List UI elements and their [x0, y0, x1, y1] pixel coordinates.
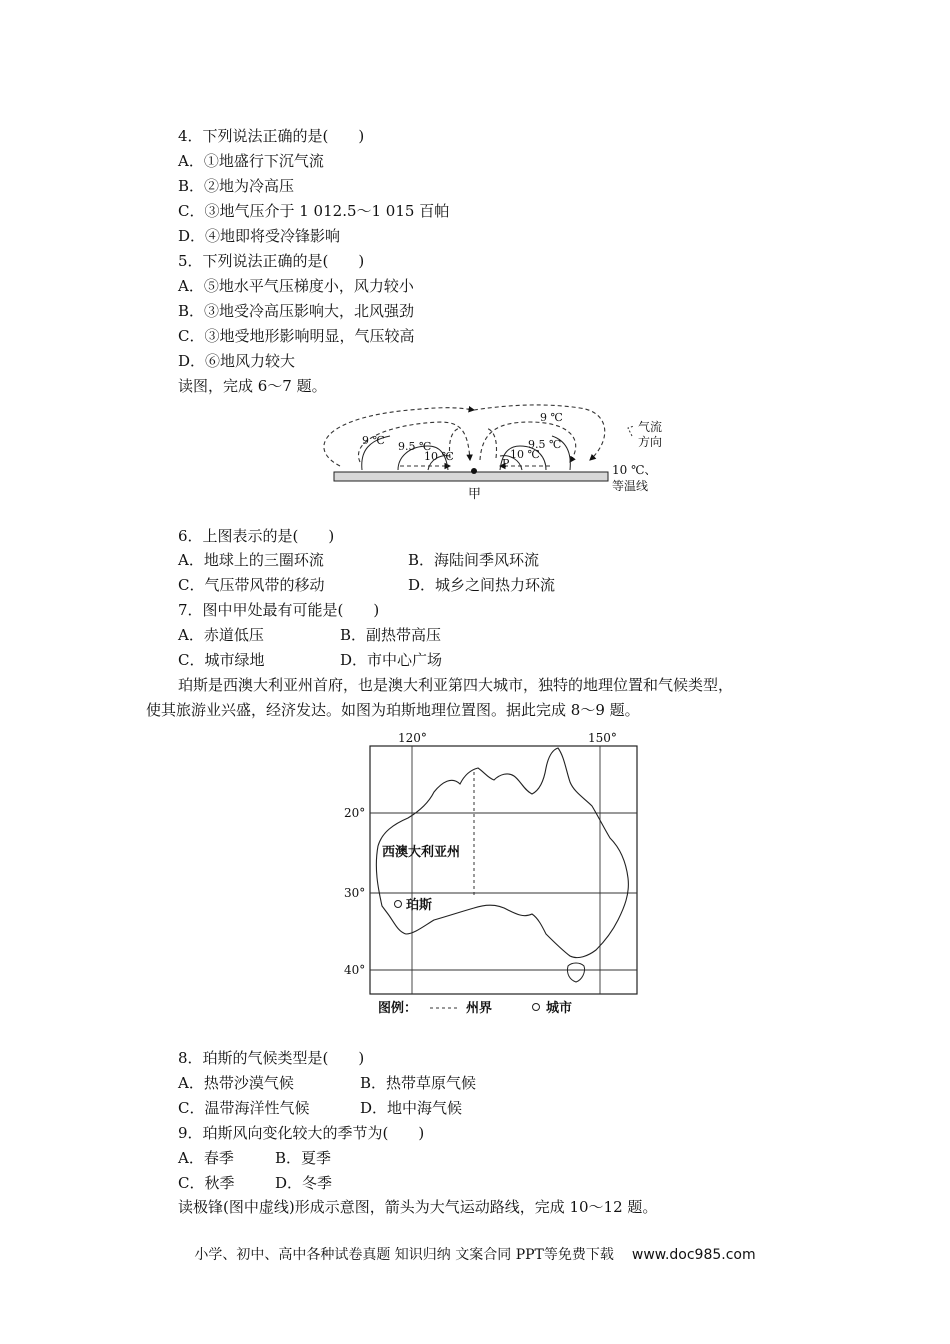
q6-option-d: D．城乡之间热力环流	[408, 576, 556, 594]
q6-option-a: A．地球上的三圈环流	[178, 551, 324, 569]
q7-option-c: C．城市绿地	[178, 651, 265, 669]
label-9c-right: 9 ℃	[540, 411, 563, 424]
q8-option-a: A．热带沙漠气候	[178, 1074, 294, 1092]
label-point-p: P	[502, 457, 510, 470]
q9-option-d: D．冬季	[275, 1174, 333, 1192]
q8-stem: 8．珀斯的气候类型是( )	[178, 1049, 365, 1067]
q5-option-b: B．③地受冷高压影响大，北风强劲	[178, 302, 415, 320]
q6-stem: 6．上图表示的是( )	[178, 527, 335, 545]
label-95c-right: 9.5 ℃	[528, 438, 562, 451]
q5-option-c: C．③地受地形影响明显，气压较高	[178, 327, 415, 345]
q6-option-c: C．气压带风带的移动	[178, 576, 325, 594]
intro-6-7: 读图，完成 6～7 题。	[178, 377, 327, 395]
q5-option-d: D．⑥地风力较大	[178, 352, 296, 370]
label-9c-left: 9 ℃	[362, 434, 385, 447]
q7-stem: 7．图中甲处最有可能是( )	[178, 601, 380, 619]
legend-flow-label-1: 气流	[638, 420, 663, 434]
footer-text: 小学、初中、高中各种试卷真题 知识归纳 文案合同 PPT等免费下载	[194, 1247, 614, 1263]
label-western-australia: 西澳大利亚州	[382, 845, 461, 860]
intro-10-12: 读极锋(图中虚线)形成示意图，箭头为大气运动路线，完成 10～12 题。	[178, 1198, 658, 1216]
intro-8-9-line2: 使其旅游业兴盛，经济发达。如图为珀斯地理位置图。据此完成 8～9 题。	[146, 701, 640, 719]
label-lon-120: 120°	[398, 731, 427, 745]
q8-option-d: D．地中海气候	[360, 1099, 463, 1117]
legend-flow-label-2: 方向	[638, 435, 663, 449]
q4-option-d: D．④地即将受冷锋影响	[178, 227, 341, 245]
label-10c-right: 10 ℃	[510, 448, 540, 461]
legend-isotherm-label-2: 等温线	[612, 479, 649, 493]
label-lat-30: 30°	[344, 886, 366, 900]
legend-isotherm-label-1: 10 ℃、	[612, 463, 657, 477]
label-lat-20: 20°	[344, 806, 366, 820]
q5-option-a: A．⑤地水平气压梯度小，风力较小	[178, 277, 414, 295]
label-perth: 珀斯	[406, 898, 433, 913]
circulation-figure	[300, 400, 680, 504]
q9-option-b: B．夏季	[275, 1149, 332, 1167]
legend-title: 图例：	[378, 1001, 418, 1016]
q5-stem: 5．下列说法正确的是( )	[178, 252, 365, 270]
label-95c-left: 9.5 ℃	[398, 440, 432, 453]
city-marker-perth	[395, 901, 402, 908]
q7-option-a: A．赤道低压	[178, 626, 264, 644]
q7-option-d: D．市中心广场	[340, 651, 443, 669]
legend-flow-arrow-icon	[628, 426, 634, 436]
label-10c-left: 10 ℃	[424, 450, 454, 463]
q8-option-b: B．热带草原气候	[360, 1074, 477, 1092]
point-jia-marker	[471, 468, 477, 474]
map-frame	[370, 746, 637, 994]
legend-border-label: 州界	[466, 1001, 493, 1016]
legend-city-icon	[533, 1004, 540, 1011]
label-lon-150: 150°	[588, 731, 617, 745]
q4-stem: 4．下列说法正确的是( )	[178, 127, 365, 145]
q6-option-b: B．海陆间季风环流	[408, 551, 540, 569]
q7-option-b: B．副热带高压	[340, 626, 442, 644]
tasmania-outline	[567, 963, 584, 982]
q8-option-c: C．温带海洋性气候	[178, 1099, 310, 1117]
page-footer	[0, 1244, 950, 1264]
label-lat-40: 40°	[344, 963, 366, 977]
legend-city-label: 城市	[546, 1001, 573, 1016]
footer-url[interactable]: www.doc985.com	[631, 1247, 756, 1263]
australia-map-figure	[338, 728, 648, 1020]
graticule	[370, 746, 637, 994]
label-jia: 甲	[468, 487, 482, 502]
ground-surface	[334, 472, 608, 481]
intro-8-9-line1: 珀斯是西澳大利亚州首府，也是澳大利亚第四大城市，独特的地理位置和气候类型，	[178, 676, 734, 694]
q9-stem: 9．珀斯风向变化较大的季节为( )	[178, 1124, 425, 1142]
q9-option-c: C．秋季	[178, 1174, 235, 1192]
q4-option-a: A．①地盛行下沉气流	[178, 152, 324, 170]
q4-option-c: C．③地气压介于 1 012.5～1 015 百帕	[178, 202, 450, 220]
q4-option-b: B．②地为冷高压	[178, 177, 295, 195]
q9-option-a: A．春季	[178, 1149, 234, 1167]
